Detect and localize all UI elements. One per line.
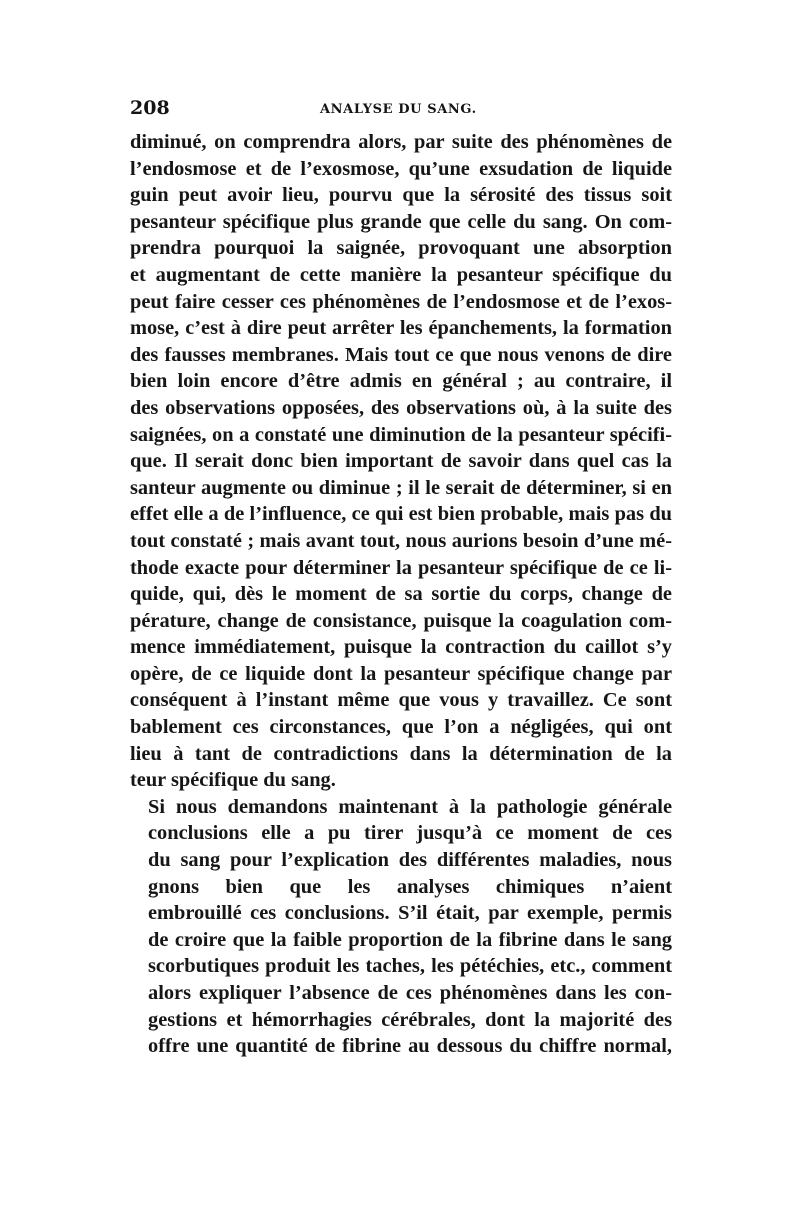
text-line: des observations opposées, des observations où, à la suite des bbox=[130, 396, 672, 419]
text-line: santeur augmente ou diminue ; il le serait de déterminer, si en bbox=[130, 476, 672, 499]
text-line: que. Il serait donc bien important de savoir dans quel cas la bbox=[130, 450, 672, 473]
text-line: pérature, change de consistance, puisque la coagulation com- bbox=[130, 609, 672, 632]
text-line: l’endosmose et de l’exosmose, qu’une exsudation de liquide bbox=[130, 157, 672, 180]
text-line: du sang pour l’explication des différentes maladies, nous bbox=[148, 849, 672, 872]
text-line: offre une quantité de fibrine au dessous du chiffre normal, bbox=[148, 1035, 672, 1058]
body-text bbox=[130, 129, 672, 1060]
text-line: pesanteur spécifique plus grande que celle du sang. On com- bbox=[130, 210, 672, 233]
text-line: embrouillé ces conclusions. S’il était, par exemple, permis bbox=[148, 902, 672, 925]
page-header bbox=[130, 97, 672, 121]
text-line: des fausses membranes. Mais tout ce que nous venons de dire bbox=[130, 343, 672, 366]
text-line: conclusions elle a pu tirer jusqu’à ce moment de ces bbox=[148, 822, 672, 845]
text-line: gnons bien que les analyses chimiques n’aient bbox=[148, 875, 672, 898]
text-line: effet elle a de l’influence, ce qui est bien probable, mais pas du bbox=[130, 503, 672, 526]
text-line: bien loin encore d’être admis en général ; au contraire, il bbox=[130, 370, 672, 393]
text-line-last: teur spécifique du sang. bbox=[130, 769, 336, 792]
paragraph-1 bbox=[130, 129, 672, 794]
paragraph-2 bbox=[130, 794, 672, 1060]
text-line: tout constaté ; mais avant tout, nous aurions besoin d’une mé- bbox=[130, 529, 672, 552]
text-line: saignées, on a constaté une diminution de la pesanteur spécifi- bbox=[130, 423, 672, 446]
text-line: mose, c’est à dire peut arrêter les épanchements, la formation bbox=[130, 317, 672, 340]
text-line: quide, qui, dès le moment de sa sortie du corps, change de bbox=[130, 583, 672, 606]
text-line: gestions et hémorrhagies cérébrales, dont la majorité des bbox=[148, 1008, 672, 1031]
text-line: bablement ces circonstances, que l’on a négligées, qui ont bbox=[130, 716, 672, 739]
text-line: prendra pourquoi la saignée, provoquant une absorption bbox=[130, 237, 672, 260]
text-line: scorbutiques produit les taches, les pétéchies, etc., comment bbox=[148, 955, 672, 978]
text-line: thode exacte pour déterminer la pesanteur spécifique de ce li- bbox=[130, 556, 672, 579]
text-line: peut faire cesser ces phénomènes de l’endosmose et de l’exos- bbox=[130, 290, 672, 313]
text-line: et augmentant de cette manière la pesanteur spécifique du bbox=[130, 263, 672, 286]
page-number: 208 bbox=[130, 97, 170, 119]
text-line: guin peut avoir lieu, pourvu que la sérosité des tissus soit bbox=[130, 184, 672, 207]
text-line: mence immédiatement, puisque la contraction du caillot s’y bbox=[130, 636, 672, 659]
text-line: Si nous demandons maintenant à la pathologie générale bbox=[148, 795, 672, 818]
text-line: alors expliquer l’absence de ces phénomènes dans les con- bbox=[148, 982, 672, 1004]
text-line: lieu à tant de contradictions dans la détermination de la bbox=[130, 742, 672, 765]
text-line: opère, de ce liquide dont la pesanteur spécifique change par bbox=[130, 662, 672, 685]
text-line: de croire que la faible proportion de la fibrine dans le sang bbox=[148, 928, 672, 951]
text-line: conséquent à l’instant même que vous y travaillez. Ce sont bbox=[130, 689, 672, 712]
text-line: diminué, on comprendra alors, par suite des phénomènes de bbox=[130, 131, 672, 153]
running-title: ANALYSE DU SANG. bbox=[320, 102, 477, 117]
